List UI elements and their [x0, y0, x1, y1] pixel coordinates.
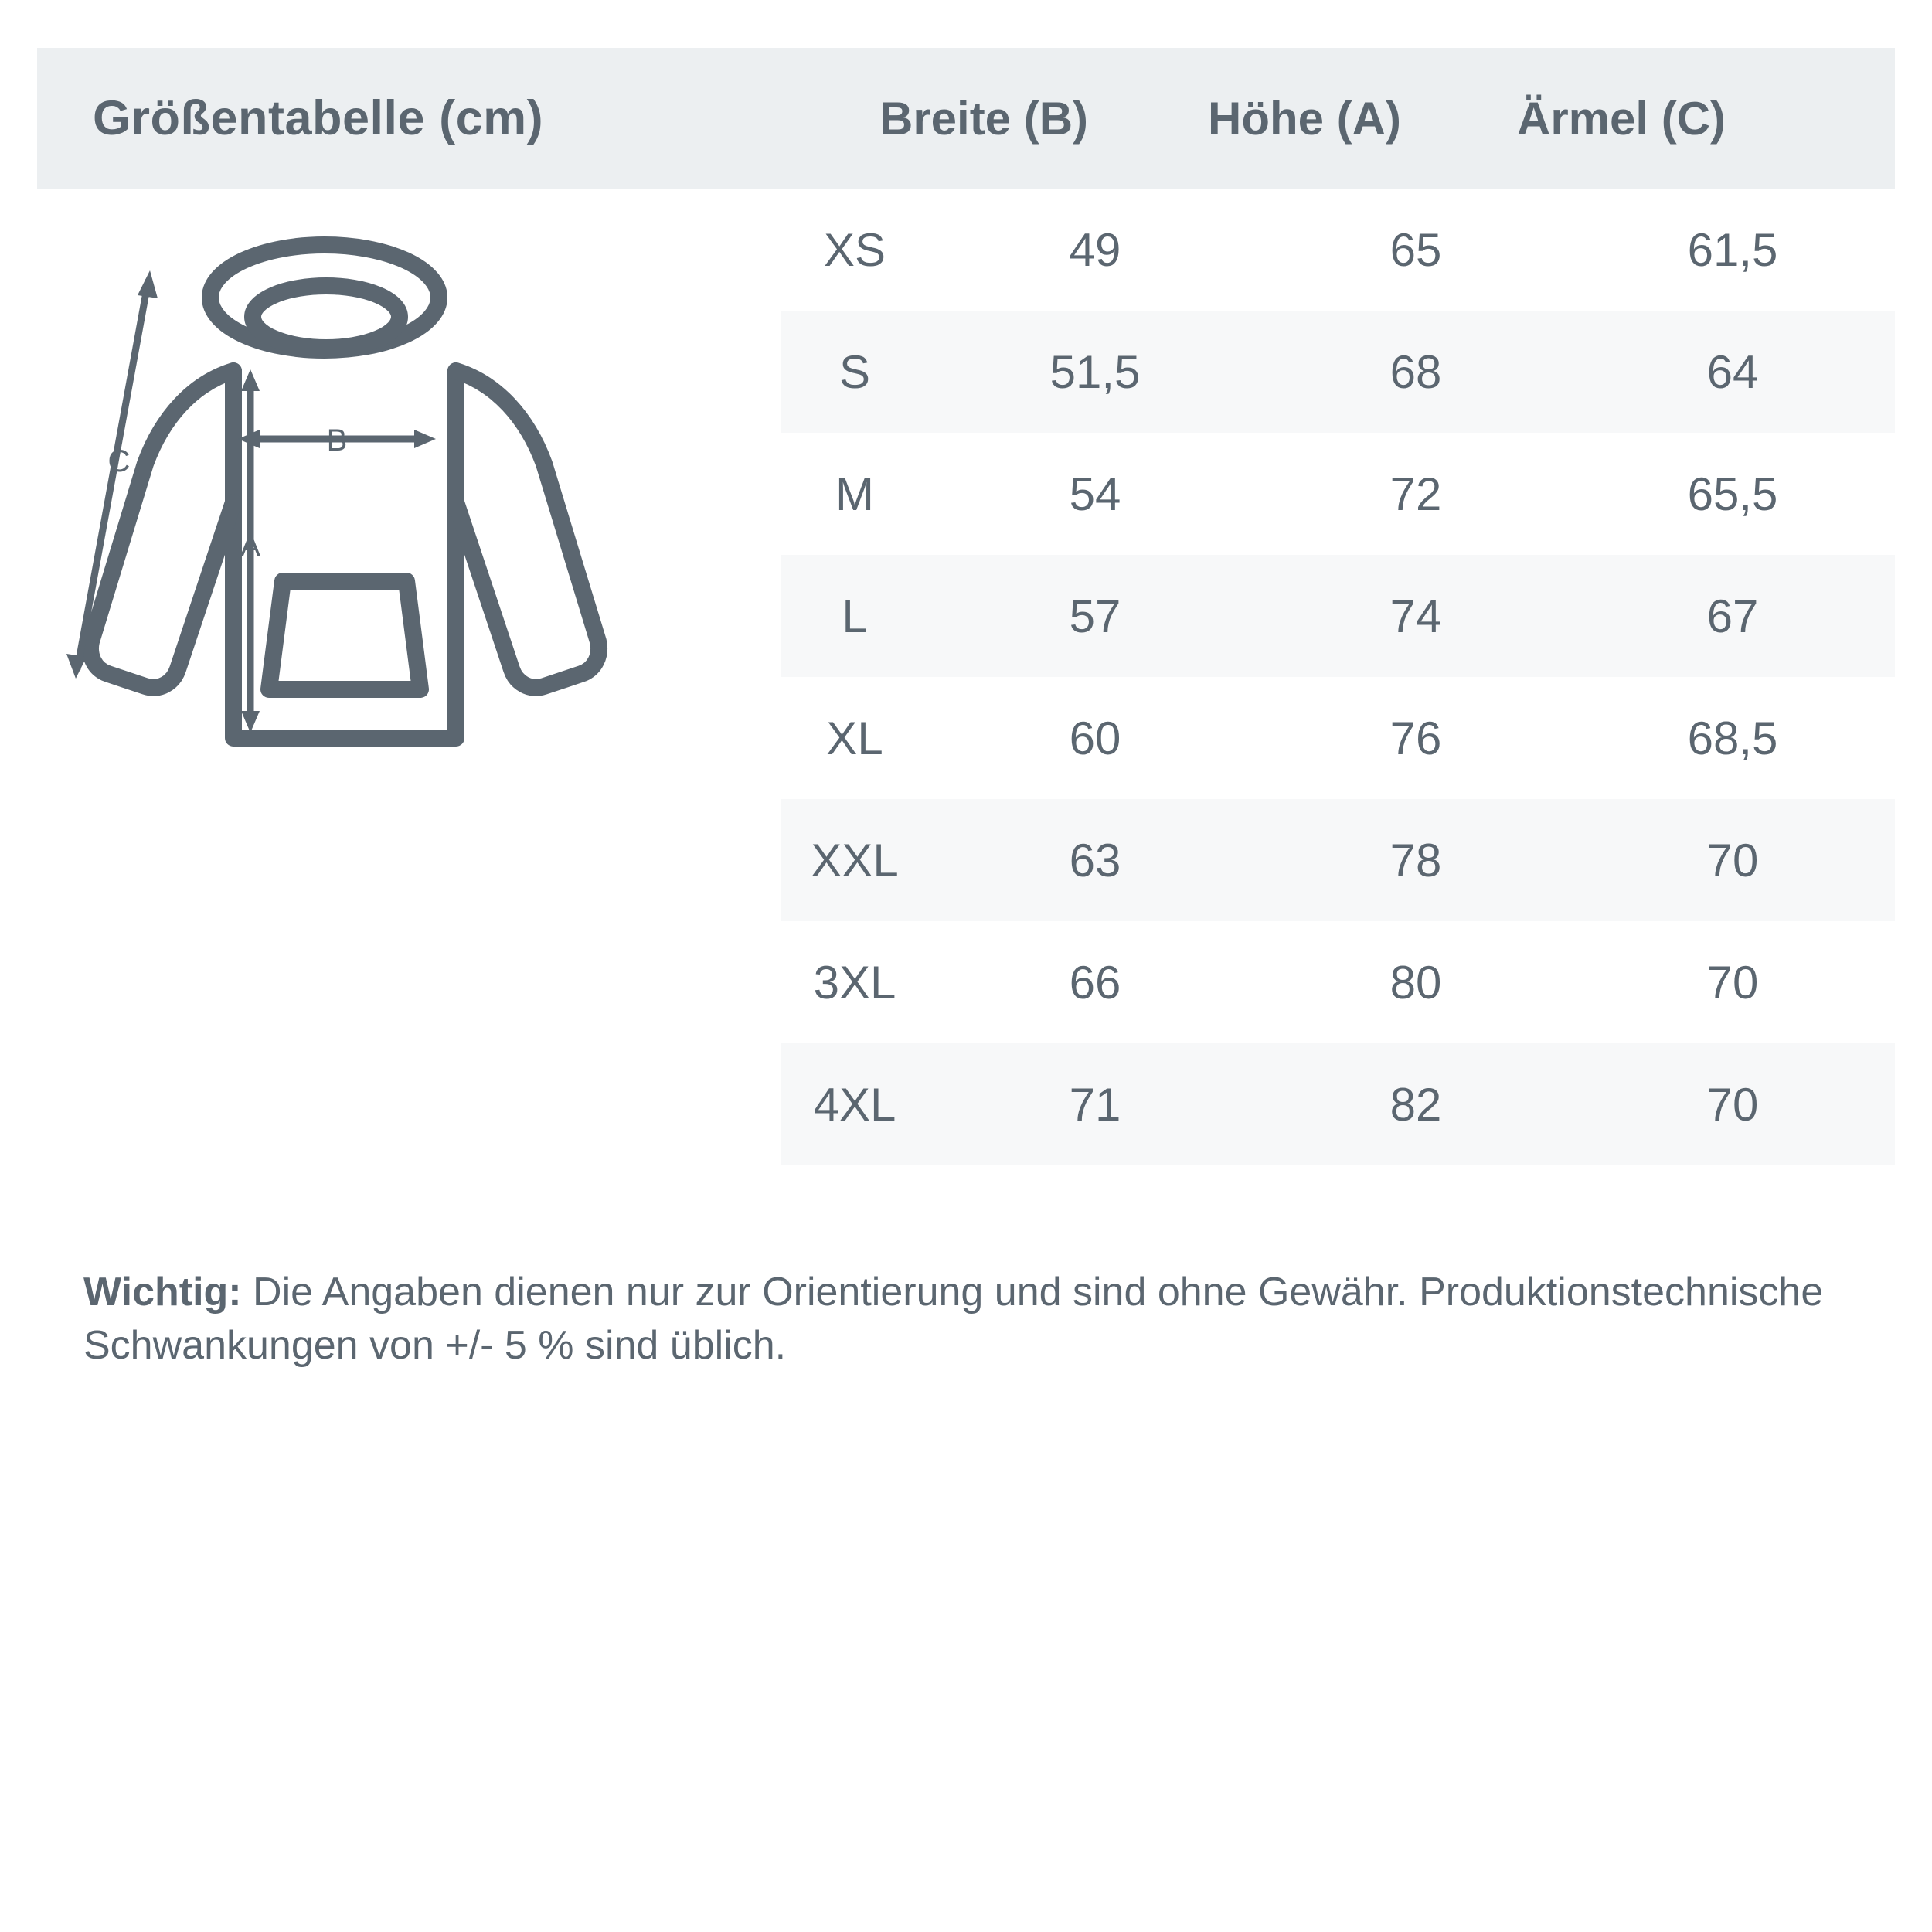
cell-height: 65: [1389, 223, 1442, 276]
label-sleeve: C: [107, 444, 131, 478]
cell-size: XS: [823, 223, 886, 276]
table-row: [781, 555, 1895, 677]
cell-height: 80: [1389, 956, 1442, 1009]
cell-height: 78: [1389, 834, 1442, 886]
table-row: [781, 921, 1895, 1043]
cell-width: 66: [1069, 956, 1121, 1009]
cell-size: L: [842, 590, 868, 642]
cell-width: 54: [1069, 468, 1121, 520]
cell-width: 51,5: [1049, 345, 1141, 398]
table-row: [781, 311, 1895, 433]
cell-size: S: [838, 345, 871, 398]
cell-width: 71: [1069, 1078, 1121, 1131]
column-headers: [818, 48, 1932, 189]
column-header-height: Höhe (A): [1208, 92, 1401, 145]
table-header-band: [37, 48, 1895, 189]
page-title: Größentabelle (cm): [93, 91, 544, 145]
cell-size: XXL: [811, 834, 899, 886]
cell-sleeve: 67: [1706, 590, 1759, 642]
label-width: B: [326, 423, 348, 457]
hoodie-measurement-diagram: [54, 232, 773, 850]
cell-size: M: [835, 468, 874, 520]
cell-sleeve: 70: [1706, 834, 1759, 886]
cell-width: 60: [1069, 712, 1121, 764]
disclaimer-text: Die Angaben dienen nur zur Orientierung und sind ohne Gewähr. Produktionstechnische Schwankungen von +/- 5 % sind üblich.: [83, 1270, 1824, 1369]
cell-size: XL: [826, 712, 883, 764]
disclaimer-lead: Wichtig:: [83, 1270, 242, 1315]
column-header-width: Breite (B): [879, 92, 1089, 145]
cell-width: 63: [1069, 834, 1121, 886]
cell-sleeve: 61,5: [1687, 223, 1778, 276]
disclaimer-note: [83, 1266, 1861, 1372]
column-header-sleeve: Ärmel (C): [1516, 92, 1726, 145]
cell-size: 4XL: [813, 1078, 896, 1131]
table-row: [781, 677, 1895, 799]
cell-height: 72: [1389, 468, 1442, 520]
size-table: [781, 189, 1895, 1165]
cell-height: 76: [1389, 712, 1442, 764]
table-row: [781, 1043, 1895, 1165]
table-row: [781, 189, 1895, 311]
label-height: A: [240, 529, 261, 563]
table-row: [781, 799, 1895, 921]
cell-sleeve: 70: [1706, 1078, 1759, 1131]
cell-size: 3XL: [813, 956, 896, 1009]
cell-width: 49: [1069, 223, 1121, 276]
cell-sleeve: 68,5: [1687, 712, 1778, 764]
cell-width: 57: [1069, 590, 1121, 642]
table-row: [781, 433, 1895, 555]
cell-height: 68: [1389, 345, 1442, 398]
cell-sleeve: 70: [1706, 956, 1759, 1009]
cell-height: 74: [1389, 590, 1442, 642]
cell-height: 82: [1389, 1078, 1442, 1131]
cell-sleeve: 65,5: [1687, 468, 1778, 520]
cell-sleeve: 64: [1706, 345, 1759, 398]
